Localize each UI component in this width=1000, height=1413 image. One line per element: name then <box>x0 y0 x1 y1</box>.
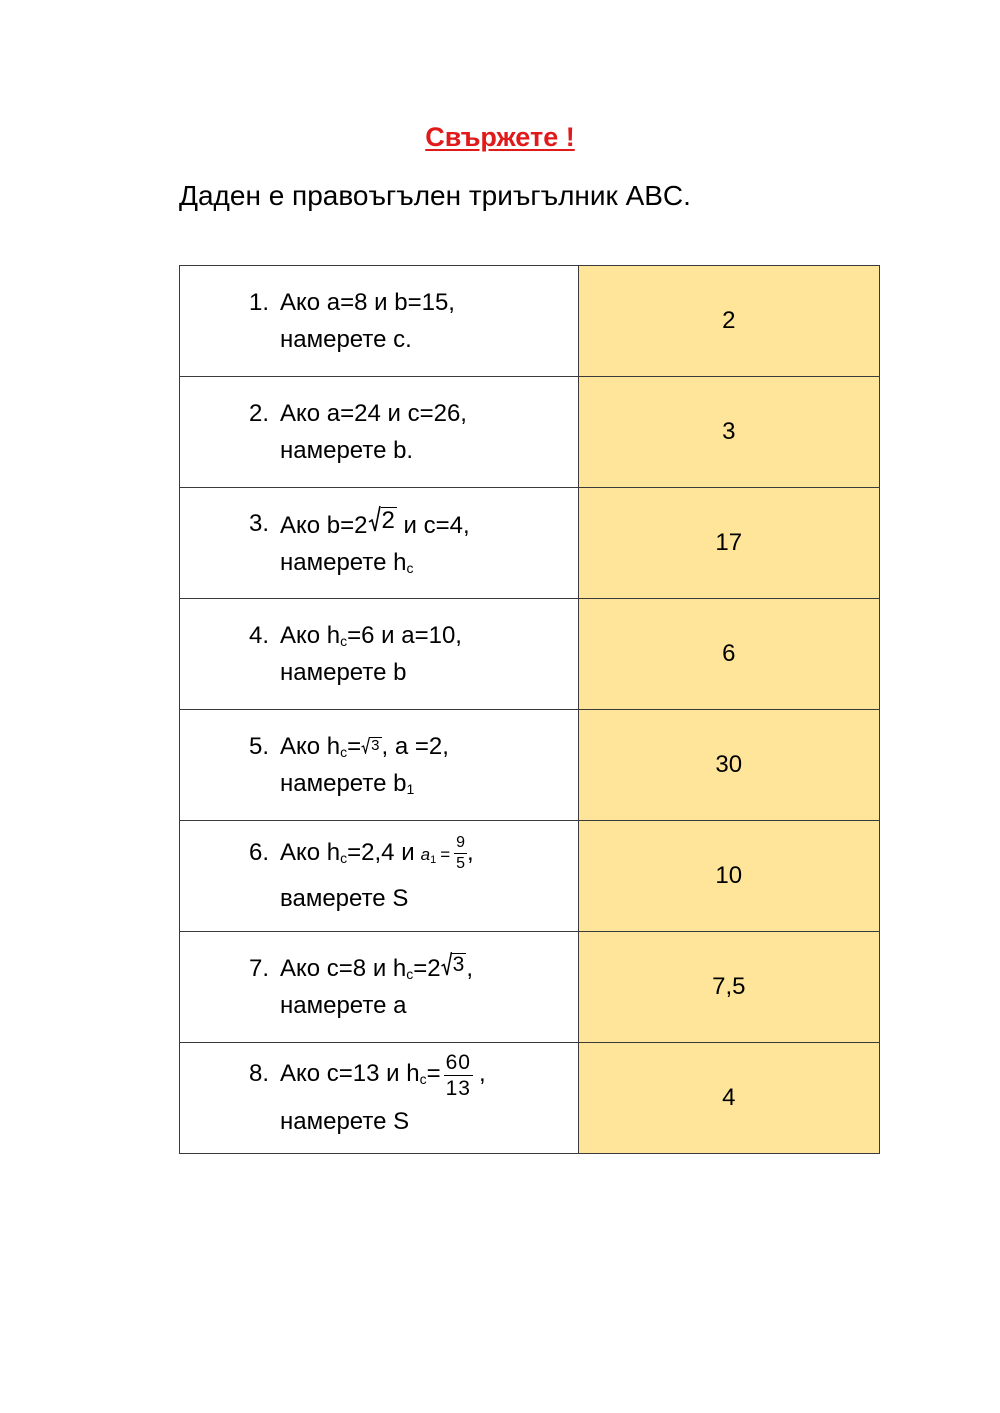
question-text: Ако b= <box>280 512 355 539</box>
question-cell <box>180 488 579 599</box>
subscript: 1 <box>406 781 415 797</box>
table-row <box>180 266 880 377</box>
question-line-1 <box>280 617 578 654</box>
question-text: , <box>467 839 474 866</box>
radical-sign-icon <box>368 505 381 533</box>
question-number: 4. <box>249 622 270 649</box>
table-row <box>180 932 880 1043</box>
square-root <box>361 736 381 754</box>
question-line-1 <box>280 831 578 877</box>
page-title: Свържете ! <box>425 122 575 152</box>
fraction-numerator: 60 <box>445 1050 471 1074</box>
table-row <box>180 1043 880 1154</box>
question-line-2 <box>280 544 578 581</box>
question-line-2: намерете a <box>280 992 407 1019</box>
question-text: Ако c=8 и h <box>280 955 407 982</box>
question-text: =6 и a=10, <box>347 622 462 649</box>
question-cell <box>180 266 579 377</box>
fraction-numerator: 9 <box>456 834 466 852</box>
question-text: , a =2, <box>381 733 449 760</box>
square-root <box>368 505 397 533</box>
question-number: 2. <box>249 400 270 427</box>
equals-sign: = <box>426 1060 441 1088</box>
subscript: c <box>340 850 348 866</box>
question-text: намерете b <box>280 770 407 797</box>
radicand: 3 <box>452 952 465 976</box>
equals-sign: = <box>413 955 428 982</box>
radical-coefficient: 2 <box>354 512 368 539</box>
question-number: 3. <box>249 510 270 537</box>
problem-statement: Даден е правоъгълен триъгълник ABC. <box>179 180 691 211</box>
question-line-1: Ако a=24 и c=26, <box>280 400 467 427</box>
table-row <box>180 710 880 821</box>
question-text: , <box>478 1060 486 1088</box>
question-text: намерете h <box>280 549 407 576</box>
question-cell <box>180 377 579 488</box>
table-row <box>180 599 880 710</box>
question-line-2 <box>280 765 578 802</box>
fraction-denominator: 13 <box>445 1076 471 1100</box>
question-line-2: намерете b. <box>280 437 414 464</box>
question-text: Ако h <box>280 733 341 760</box>
answer-cell[interactable]: 10 <box>578 821 879 932</box>
math-variable: a <box>420 845 431 864</box>
answer-cell[interactable]: 4 <box>578 1043 879 1154</box>
question-line-1 <box>280 1051 578 1098</box>
subscript: c <box>406 966 414 982</box>
question-text: Ако h <box>280 839 341 866</box>
question-cell <box>180 710 579 821</box>
question-line-2: вамерете S <box>280 885 409 912</box>
subscript: 1 <box>430 854 437 866</box>
question-number: 5. <box>249 733 270 760</box>
question-number: 8. <box>249 1060 270 1088</box>
table-row <box>180 488 880 599</box>
radical-sign-icon <box>441 951 452 976</box>
answer-cell[interactable]: 2 <box>578 266 879 377</box>
table-row <box>180 377 880 488</box>
equals-sign: = <box>440 845 451 864</box>
answer-cell[interactable]: 6 <box>578 599 879 710</box>
subscript: c <box>340 633 348 649</box>
question-number: 6. <box>249 839 270 866</box>
table-row <box>180 821 880 932</box>
question-cell <box>180 1043 579 1154</box>
equals-sign: = <box>347 733 362 760</box>
answer-cell[interactable]: 30 <box>578 710 879 821</box>
radicand: 2 <box>381 506 395 534</box>
question-text: Ако c=13 и h <box>280 1060 420 1088</box>
question-line-2: намерете S <box>280 1107 410 1135</box>
radical-coefficient: 2 <box>427 955 441 982</box>
subscript: c <box>419 1071 427 1088</box>
math-expression <box>421 845 455 864</box>
square-root <box>441 951 467 976</box>
radical-sign-icon <box>361 736 370 754</box>
question-line-1 <box>280 505 578 544</box>
subscript: c <box>406 560 414 576</box>
question-text: и c=4, <box>396 512 470 539</box>
fraction-denominator: 5 <box>456 855 466 873</box>
question-line-2: намерете c. <box>280 326 412 353</box>
question-cell <box>180 821 579 932</box>
subscript: c <box>340 744 348 760</box>
question-text: =2,4 и <box>347 839 415 866</box>
question-line-1 <box>280 950 578 987</box>
fraction <box>444 1052 473 1099</box>
question-cell <box>180 932 579 1043</box>
question-line-1: Ако a=8 и b=15, <box>280 289 455 316</box>
fraction <box>454 835 467 872</box>
radicand: 3 <box>371 737 380 755</box>
answer-cell[interactable]: 3 <box>578 377 879 488</box>
question-text: Ако h <box>280 622 341 649</box>
question-line-1 <box>280 728 578 765</box>
question-cell <box>180 599 579 710</box>
matching-table <box>179 265 880 1154</box>
question-number: 1. <box>249 289 270 316</box>
answer-cell[interactable]: 17 <box>578 488 879 599</box>
question-text: , <box>466 955 473 982</box>
answer-cell[interactable]: 7,5 <box>578 932 879 1043</box>
question-number: 7. <box>249 955 270 982</box>
question-line-2: намерете b <box>280 659 407 686</box>
